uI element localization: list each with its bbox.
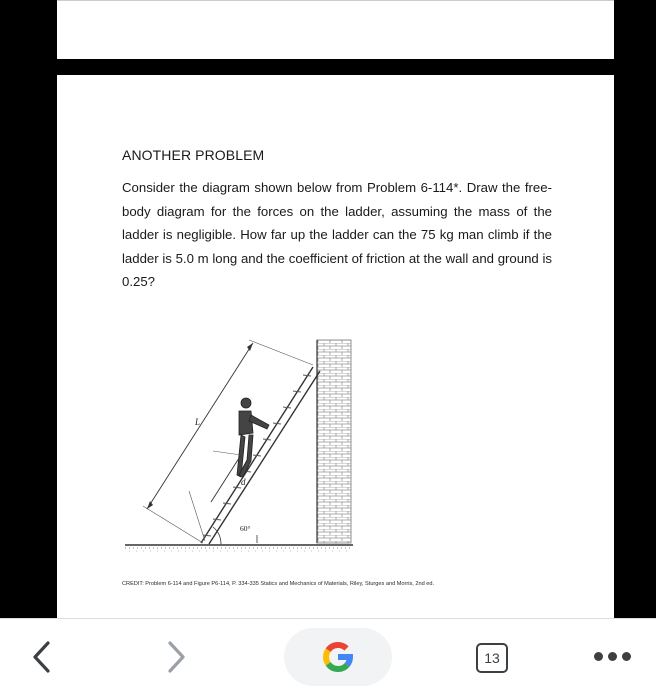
svg-text:d: d [241,477,246,487]
problem-heading: ANOTHER PROBLEM [122,147,265,163]
ground-line [125,545,353,551]
menu-dot-icon [608,652,617,661]
brick-wall [317,340,351,543]
document-page [57,75,614,618]
ladder-diagram [117,325,377,570]
length-dimension [143,340,313,543]
chevron-right-icon [162,639,192,675]
left-dark-border [0,0,57,618]
svg-text:L: L [195,417,201,427]
ladder [201,367,320,544]
chevron-left-icon [28,639,58,675]
svg-text:60°: 60° [240,524,251,533]
browser-bottom-bar [0,618,656,691]
distance-dimension [189,451,246,541]
back-button[interactable] [28,639,58,675]
figure-credit: CREDIT: Problem 6-114 and Figure P6-114, P. 334-335 Statics and Mechanics of Materials, Riley, Sturges and Morris, 2nd ed. [122,581,435,587]
previous-page-strip [57,0,614,59]
tab-count-badge: 13 [476,643,508,673]
man-figure [237,398,269,477]
google-g-icon [320,639,356,675]
menu-dot-icon [622,652,631,661]
tab-switcher-button[interactable] [474,641,510,673]
google-search-button[interactable] [284,628,392,686]
more-menu-button[interactable] [590,647,634,667]
right-dark-border [614,0,656,618]
top-dark-border [0,59,656,75]
menu-dot-icon [594,652,603,661]
problem-text: Consider the diagram shown below from Problem 6-114*. Draw the free-body diagram for the forces on the ladder, assuming the mass of the ladder is negligible. How far up the ladder can the 75 kg man climb if the ladder is 5.0 m long and the coefficient of friction at the wall and ground is 0.25? [122,180,552,290]
forward-button[interactable] [162,639,192,675]
